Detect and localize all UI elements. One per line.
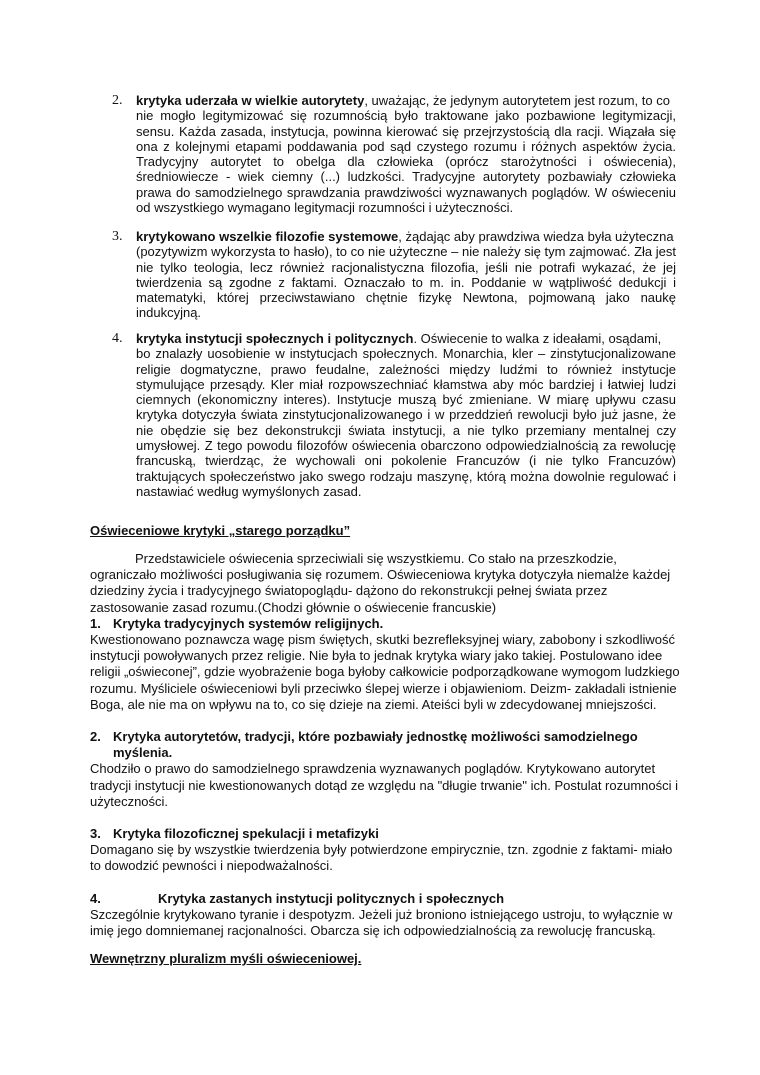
point-number: 2.: [90, 729, 101, 745]
point-title-text: Krytyka filozoficznej spekulacji i metafizyki: [113, 826, 379, 842]
footer-heading: Wewnętrzny pluralizm myśli oświeceniowej.: [90, 951, 362, 966]
point-line: instytucji powoływanych przez religie. Nie była to jednak krytyka wiary jako takiej. Postulowano idee: [90, 648, 663, 664]
point-title-text: Krytyka tradycyjnych systemów religijnych.: [113, 615, 384, 631]
line-text: od wszystkiego wymagano legitymacji rozumności i użyteczności.: [136, 200, 514, 216]
point-line: tradycji instytucji nie kwestionowanych dotąd ze względu na "długie trwanie" ich. Postulat rozumności i: [90, 777, 679, 793]
intro-line: dziedziny życia i tradycyjnego światopoglądu- dążono do rekonstrukcji pełnej świata przez: [90, 583, 608, 599]
text-line: [136, 290, 676, 305]
line-text: matematyki, której przeciwstawiano chętnie fizykę Newtona, pojmowaną jako naukę: [136, 290, 676, 306]
text-line: [136, 377, 676, 392]
point-number: 1.: [90, 615, 101, 631]
item-number: 2.: [112, 93, 123, 108]
point-number: 3.: [90, 826, 101, 842]
point-line: Kwestionowano poznawcza wagę pism świętych, skutki bezrefleksyjnej wiary, zabobony i szkodliwość: [90, 632, 676, 648]
line-text: nastawiać według wymyślonych zasad.: [136, 483, 362, 499]
line-text: umysłowej. Z tego powodu filozofów oświecenia obarczono odpowiedzialnością za rewolucję: [136, 438, 676, 454]
point-title-text: Krytyka autorytetów, tradycji, które pozbawiały jednostkę możliwości samodzielnego: [113, 729, 638, 745]
text-line: [136, 260, 676, 275]
line-text: nie obędzie się bez dekonstrukcji świata instytucji, a nie tylko przemiany mentalnej czy: [136, 422, 676, 438]
line-text: (pozytywizm wykorzysta to hasło), to co nie użyteczne – nie należy się tym zajmować. Zła jest: [136, 244, 676, 260]
section-heading: Oświeceniowe krytyki „starego porządku”: [90, 523, 351, 538]
line-text: traktujących społeczeństwo jako swego rodzaju maszynę, którą można dowolnie regulować i: [136, 468, 676, 484]
point-line: Szczególnie krytykowano tyranie i despotyzm. Jeżeli już broniono istniejącego ustroju, to wyłącznie w: [90, 906, 673, 922]
line-text: religie dogmatyczne, prawo feudalne, zależności między ludźmi to również instytucje: [136, 361, 676, 377]
line-text: , uważając, że jedynym autorytetem jest rozum, to co: [364, 93, 670, 108]
bold-lead: krytyka uderzała w wielkie autorytety: [136, 93, 365, 108]
point-title-text: myślenia.: [113, 745, 173, 761]
text-line: [136, 185, 676, 200]
text-line: [136, 229, 676, 244]
point-title: [90, 891, 670, 907]
text-line: [136, 484, 676, 499]
text-line: [136, 453, 676, 468]
point-line: Domagano się by wszystkie twierdzenia były potwierdzone empirycznie, tzn. zgodnie z faktami- miało: [90, 842, 673, 858]
item-number: 3.: [112, 229, 123, 244]
line-text: bo znalazły uosobienie w instytucjach społecznych. Monarchia, kler – zinstytucjonalizowane: [136, 346, 676, 362]
line-text: twierdzenia są zgodne z faktami. Oznaczało to m. in. Poddanie w wątpliwość dedukcji i: [136, 274, 676, 290]
text-line: [136, 423, 676, 438]
text-line: [136, 139, 676, 154]
text-line: [136, 93, 676, 108]
point-title: [90, 826, 670, 842]
text-line: [136, 362, 676, 377]
intro-line: ograniczało możliwości posługiwania się rozumem. Oświeceniowa krytyka dotyczyła niemalże każdej: [90, 567, 671, 583]
text-line: [136, 169, 676, 184]
text-line: [136, 154, 676, 169]
text-line: [136, 469, 676, 484]
line-text: . Oświecenie to walka z ideałami, osądami,: [413, 331, 662, 346]
line-text: francuską, twierdząc, że wychowali oni pokolenie Francuzów (i nie tylko Francuzów): [136, 453, 676, 469]
text-line: [136, 108, 676, 123]
text-line: [136, 346, 676, 361]
text-line: [136, 305, 676, 320]
point-title: [90, 616, 670, 632]
point-line: religii „oświeconej”, gdzie wyobrażenie boga byłoby całkowicie podporządkowane wymogom ludzkiego: [90, 664, 680, 680]
point-line: Chodziło o prawo do samodzielnego sprawdzenia wyznawanych poglądów. Krytykowano autorytet: [90, 761, 656, 777]
text-line: [136, 331, 676, 346]
point-line: imię jego domniemanej racjonalności. Obarcza się ich odpowiedzialnością za rewolucję francuską.: [90, 923, 656, 939]
line-text: nie tylko teologia, lecz również racjonalistyczna filozofia, jeśli nie potrafi wykazać, że jej: [136, 259, 676, 275]
line-text: prawa do samodzielnego sprawdzania prawdziwości wyznawanych poglądów. W oświeceniu: [136, 184, 676, 200]
line-text: średniowiecze - wiek ciemny (...) ludzkości. Tradycyjne autorytety pozbawiały człowieka: [136, 169, 676, 185]
bold-lead: krytykowano wszelkie filozofie systemowe: [136, 229, 399, 244]
text-line: [136, 438, 676, 453]
line-text: indukcyjną.: [136, 305, 202, 321]
bold-lead: krytyka instytucji społecznych i politycznych: [136, 331, 414, 346]
numbered-item: [112, 93, 676, 216]
point-title: [90, 729, 670, 745]
text-line: [136, 200, 676, 215]
point-line: to dowodzić pewności i niepodważalności.: [90, 858, 333, 874]
section-body: [90, 551, 680, 939]
text-line: [136, 407, 676, 422]
text-line: [136, 275, 676, 290]
text-line: [136, 124, 676, 139]
line-text: sensu. Każda zasada, instytucja, powinna kierować się przejrzystością dla racji. Wiązała się: [136, 123, 676, 139]
intro-line: zastosowanie zasad rozumu.(Chodzi głównie o oświecenie francuskie): [90, 599, 497, 615]
point-line: Boga, ale nie ma on wpływu na to, co się dzieje na ziemi. Ateiści byli w zdecydowanej mniejszości.: [90, 696, 657, 712]
point-title: [90, 745, 670, 761]
line-text: nie mogło legitymizować się rozumnością było traktowane jako pozbawione legitymizacji,: [136, 108, 676, 124]
numbered-item: [112, 331, 676, 499]
line-text: Tradycyjny autorytet to obelga dla człowieka (oprócz starożytności i oświecenia),: [136, 154, 676, 170]
line-text: ciemnych (ekonomiczny interes). Instytucje muszą być zmieniane. W miarę upływu czasu: [136, 392, 676, 408]
intro-line: Przedstawiciele oświecenia sprzeciwiali się wszystkiemu. Co stało na przeszkodzie,: [135, 551, 617, 566]
point-number: 4.: [90, 890, 101, 906]
point-title-text: Krytyka zastanych instytucji politycznych i społecznych: [158, 890, 505, 906]
line-text: stymulujące przesądy. Kler miał rozpowszechniać kłamstwa aby móc bardziej i łatwiej ludzi: [136, 376, 676, 392]
line-text: , żądając aby prawdziwa wiedza była użyteczna: [398, 229, 674, 244]
text-line: [136, 392, 676, 407]
numbered-item: [112, 229, 676, 321]
text-line: [136, 244, 676, 259]
item-number: 4.: [112, 331, 123, 346]
line-text: krytyka dotyczyła świata zinstytucjonalizowanego i w przeddzień rewolucji było już jasne, że: [136, 407, 676, 423]
point-line: rozumu. Myśliciele oświeceniowi byli przeciwko ślepej wierze i objawieniom. Deizm- zakładali istnienie: [90, 680, 677, 696]
line-text: ona z kolejnymi etapami poddawania pod sąd czystego rozumu i różnych aspektów życia.: [136, 138, 676, 154]
point-line: użyteczności.: [90, 793, 169, 809]
